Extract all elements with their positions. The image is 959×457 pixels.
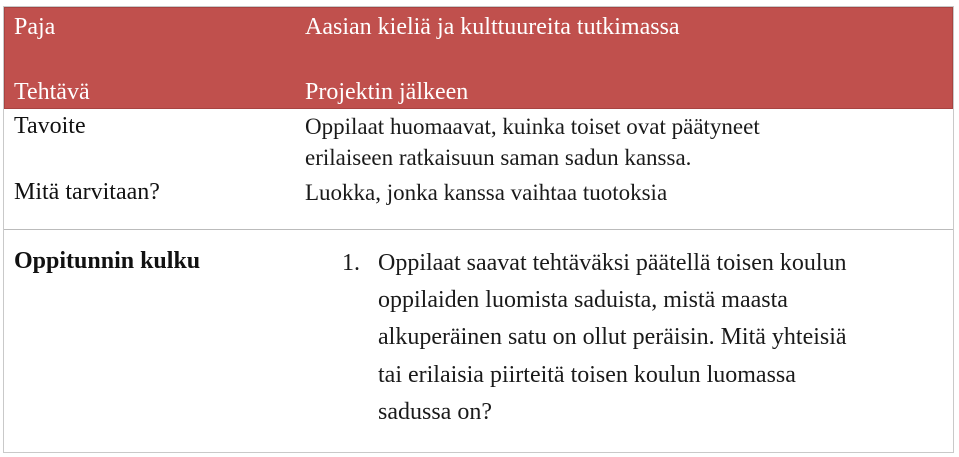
header-label-paja: Paja [14, 14, 56, 40]
lesson-line: Oppilaat saavat tehtäväksi päätellä toisen koulun [378, 250, 847, 276]
label-tavoite: Tavoite [14, 113, 86, 139]
tarvitaan-value: Luokka, jonka kanssa vaihtaa tuotoksia [305, 180, 668, 205]
header-label-tehtava: Tehtävä [14, 79, 90, 105]
tavoite-line-1: Oppilaat huomaavat, kuinka toiset ovat päätyneet [305, 114, 760, 139]
lesson-line: sadussa on? [378, 398, 492, 425]
label-oppitunnin-kulku: Oppitunnin kulku [14, 248, 201, 274]
tavoite-line-2: erilaiseen ratkaisuun saman sadun kanssa. [305, 145, 692, 170]
lesson-steps [378, 245, 847, 431]
lesson-line: oppilaiden luomista saduista, mistä maasta [378, 287, 788, 314]
list-number: 1. [342, 250, 360, 276]
header-task: Projektin jälkeen [305, 79, 469, 105]
lesson-line: tai erilaisia piirteitä toisen koulun luomassa [378, 361, 796, 388]
row-divider [4, 229, 953, 230]
lesson-line: alkuperäinen satu on ollut peräisin. Mitä yhteisiä [378, 324, 847, 351]
label-tarvitaan: Mitä tarvitaan? [14, 179, 160, 205]
header-title: Aasian kieliä ja kulttuureita tutkimassa [305, 14, 680, 40]
